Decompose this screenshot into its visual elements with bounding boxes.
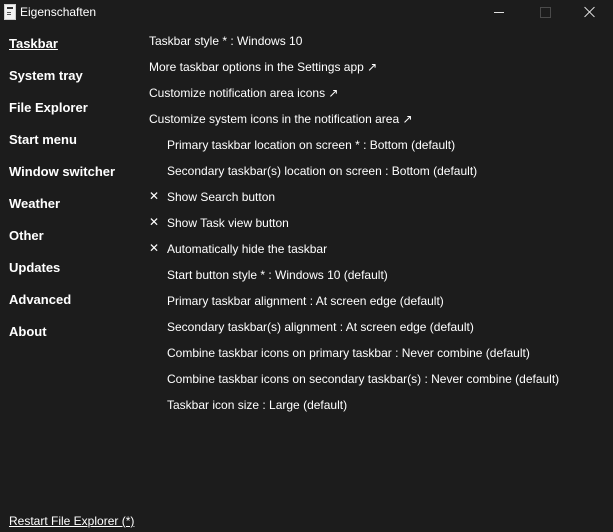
combine-secondary-option[interactable]: Combine taskbar icons on secondary taskbar(s) : Never combine (default) xyxy=(167,372,560,386)
title-bar[interactable] xyxy=(0,0,613,24)
task-view-check-icon: ✕ xyxy=(149,215,160,229)
close-icon xyxy=(584,6,596,18)
primary-taskbar-location-option[interactable]: Primary taskbar location on screen * : Bottom (default) xyxy=(167,138,456,152)
system-icons-link[interactable]: Customize system icons in the notification area ↗ xyxy=(149,112,413,126)
sidebar-item-system-tray[interactable]: System tray xyxy=(9,68,83,83)
start-button-style-option[interactable]: Start button style * : Windows 10 (default) xyxy=(167,268,388,282)
autohide-taskbar-toggle[interactable]: Automatically hide the taskbar xyxy=(167,242,328,256)
sidebar-item-file-explorer[interactable]: File Explorer xyxy=(9,100,88,115)
sidebar-item-start-menu[interactable]: Start menu xyxy=(9,132,77,147)
sidebar-item-about[interactable]: About xyxy=(9,324,47,339)
close-button[interactable] xyxy=(567,0,613,24)
icon-size-option[interactable]: Taskbar icon size : Large (default) xyxy=(167,398,348,412)
show-task-view-toggle[interactable]: Show Task view button xyxy=(167,216,289,230)
search-button-check-icon: ✕ xyxy=(149,189,160,203)
minimize-button[interactable] xyxy=(476,0,522,24)
sidebar-item-taskbar[interactable]: Taskbar xyxy=(9,36,58,51)
sidebar-item-updates[interactable]: Updates xyxy=(9,260,61,275)
sidebar-item-other[interactable]: Other xyxy=(9,228,44,243)
settings-app-link[interactable]: More taskbar options in the Settings app ↗ xyxy=(149,60,378,74)
secondary-taskbar-location-option[interactable]: Secondary taskbar(s) location on screen : Bottom (default) xyxy=(167,164,478,178)
restart-explorer-link[interactable]: Restart File Explorer (*) xyxy=(9,514,135,528)
minimize-icon xyxy=(494,12,504,13)
maximize-icon xyxy=(540,7,551,18)
taskbar-style-option[interactable]: Taskbar style * : Windows 10 xyxy=(149,34,303,48)
window-title: Eigenschaften xyxy=(20,5,97,19)
show-search-button-toggle[interactable]: Show Search button xyxy=(167,190,276,204)
secondary-alignment-option[interactable]: Secondary taskbar(s) alignment : At screen edge (default) xyxy=(167,320,474,334)
autohide-check-icon: ✕ xyxy=(149,241,160,255)
combine-primary-option[interactable]: Combine taskbar icons on primary taskbar : Never combine (default) xyxy=(167,346,530,360)
sidebar-item-advanced[interactable]: Advanced xyxy=(9,292,72,307)
app-icon xyxy=(4,4,16,20)
maximize-button[interactable] xyxy=(522,0,568,24)
primary-alignment-option[interactable]: Primary taskbar alignment : At screen edge (default) xyxy=(167,294,444,308)
sidebar-item-weather[interactable]: Weather xyxy=(9,196,61,211)
notification-icons-link[interactable]: Customize notification area icons ↗ xyxy=(149,86,339,100)
sidebar-item-window-switcher[interactable]: Window switcher xyxy=(9,164,116,179)
